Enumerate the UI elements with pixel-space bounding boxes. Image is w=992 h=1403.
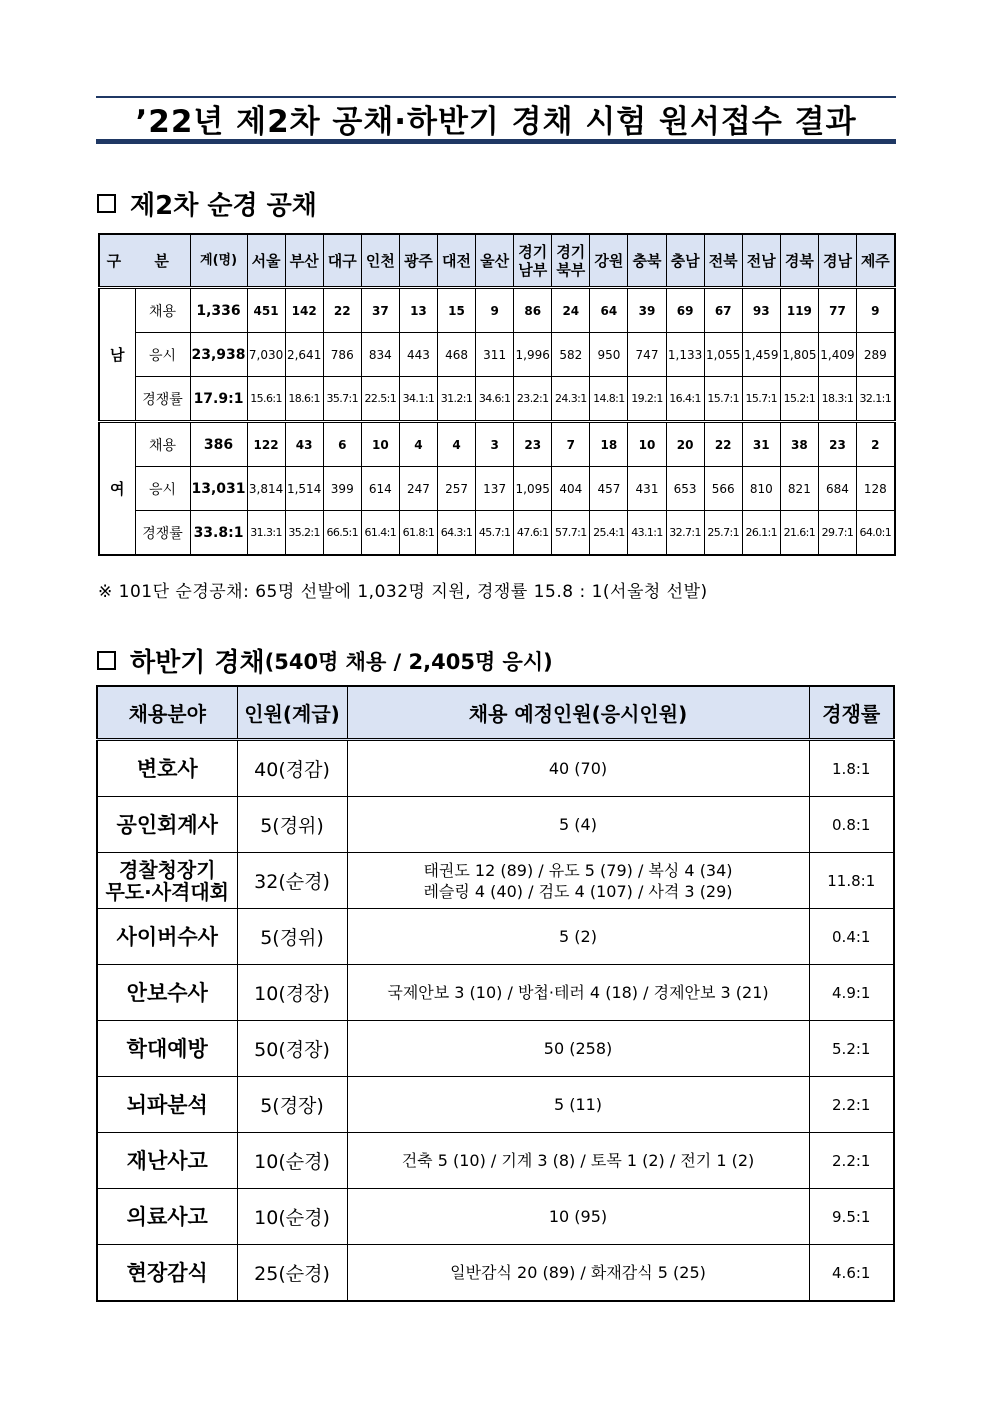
row-total: 33.8:1 <box>190 511 247 556</box>
table-cell: 43.1:1 <box>628 511 666 556</box>
table-cell: 1,514 <box>285 467 323 511</box>
field-name: 재난사고 <box>97 1133 237 1189</box>
row-label: 응시 <box>135 333 190 377</box>
table-cell: 57.7:1 <box>552 511 590 556</box>
planned-personnel <box>347 965 809 1021</box>
table-cell: 34.1:1 <box>399 377 437 422</box>
header-region: 인천 <box>361 234 399 288</box>
table-cell: 137 <box>476 467 514 511</box>
table-cell: 786 <box>323 333 361 377</box>
plan-line: 5 (11) <box>553 1095 603 1114</box>
header-field: 채용분야 <box>97 686 237 740</box>
footnote: ※ 101단 순경공채: 65명 선발에 1,032명 지원, 경쟁률 15.8 : 1(서울청 선발) <box>98 582 708 602</box>
personnel-rank: 32(순경) <box>237 853 347 909</box>
table-cell: 25.4:1 <box>590 511 628 556</box>
row-label: 채용 <box>135 422 190 467</box>
table-cell: 119 <box>780 288 818 333</box>
table-cell: 32.1:1 <box>857 377 895 422</box>
table1-header-row <box>99 234 895 288</box>
personnel-rank: 10(경장) <box>237 965 347 1021</box>
table-cell: 47.6:1 <box>514 511 552 556</box>
header-total: 계(명) <box>190 234 247 288</box>
table-cell: 3,814 <box>247 467 285 511</box>
checkbox-square-icon <box>97 194 116 213</box>
table-cell: 37 <box>361 288 399 333</box>
table-cell: 19.2:1 <box>628 377 666 422</box>
section2-summary: (540명 채용 / 2,405명 응시) <box>264 649 553 674</box>
table-cell: 404 <box>552 467 590 511</box>
row-total: 23,938 <box>190 333 247 377</box>
header-region: 강원 <box>590 234 628 288</box>
table-cell: 3 <box>476 422 514 467</box>
row-total: 13,031 <box>190 467 247 511</box>
competition-rate: 1.8:1 <box>809 740 894 797</box>
plan-line: 태권도 12 (89) / 유도 5 (79) / 복싱 4 (34) <box>423 860 733 880</box>
section1-title: 제2차 순경 공채 <box>130 191 317 221</box>
table-cell: 311 <box>476 333 514 377</box>
table-cell: 61.8:1 <box>399 511 437 556</box>
table-cell: 1,055 <box>704 333 742 377</box>
table-cell: 16.4:1 <box>666 377 704 422</box>
section1-heading <box>97 185 317 222</box>
competition-rate: 9.5:1 <box>809 1189 894 1245</box>
title-bar <box>96 96 896 144</box>
table-cell: 22 <box>704 422 742 467</box>
planned-personnel <box>347 1133 809 1189</box>
header-region: 전북 <box>704 234 742 288</box>
table-cell: 61.4:1 <box>361 511 399 556</box>
table-cell: 24 <box>552 288 590 333</box>
header-region: 충북 <box>628 234 666 288</box>
planned-personnel <box>347 740 809 797</box>
section2-title: 하반기 경채 <box>130 648 265 678</box>
table-cell: 20 <box>666 422 704 467</box>
header-region: 충남 <box>666 234 704 288</box>
table-row <box>99 377 895 422</box>
table-cell: 64.3:1 <box>437 511 475 556</box>
field-name: 학대예방 <box>97 1021 237 1077</box>
personnel-rank: 10(순경) <box>237 1189 347 1245</box>
table-cell: 1,409 <box>818 333 856 377</box>
table-cell: 10 <box>628 422 666 467</box>
table-cell: 431 <box>628 467 666 511</box>
planned-personnel <box>347 1077 809 1133</box>
plan-line: 레슬링 4 (40) / 검도 4 (107) / 사격 3 (29) <box>423 881 733 901</box>
table-cell: 247 <box>399 467 437 511</box>
table-cell: 7 <box>552 422 590 467</box>
header-rate: 경쟁률 <box>809 686 894 740</box>
table-row <box>97 797 894 853</box>
plan-line: 5 (2) <box>559 927 597 946</box>
header-region: 대구 <box>323 234 361 288</box>
table-cell: 24.3:1 <box>552 377 590 422</box>
row-label: 경쟁률 <box>135 511 190 556</box>
table-cell: 32.7:1 <box>666 511 704 556</box>
table-cell: 23.2:1 <box>514 377 552 422</box>
personnel-rank: 50(경장) <box>237 1021 347 1077</box>
planned-personnel <box>347 1021 809 1077</box>
competition-rate: 0.4:1 <box>809 909 894 965</box>
table-cell: 747 <box>628 333 666 377</box>
competition-rate: 2.2:1 <box>809 1077 894 1133</box>
row-total: 17.9:1 <box>190 377 247 422</box>
competition-rate: 4.9:1 <box>809 965 894 1021</box>
table-cell: 31.2:1 <box>437 377 475 422</box>
section2-heading <box>97 642 553 679</box>
field-name: 경찰청장기 무도·사격대회 <box>97 853 237 909</box>
table-row <box>99 511 895 556</box>
table-cell: 15.7:1 <box>704 377 742 422</box>
table-row <box>97 1133 894 1189</box>
planned-personnel <box>347 909 809 965</box>
header-region: 경기 북부 <box>552 234 590 288</box>
table-cell: 23 <box>818 422 856 467</box>
row-label: 응시 <box>135 467 190 511</box>
table-cell: 35.7:1 <box>323 377 361 422</box>
table-row <box>99 288 895 333</box>
competition-rate: 4.6:1 <box>809 1245 894 1302</box>
table-cell: 7,030 <box>247 333 285 377</box>
table-row <box>97 965 894 1021</box>
table-cell: 34.6:1 <box>476 377 514 422</box>
table-row <box>97 1189 894 1245</box>
table-cell: 468 <box>437 333 475 377</box>
table-cell: 4 <box>437 422 475 467</box>
table-cell: 810 <box>742 467 780 511</box>
table-cell: 128 <box>857 467 895 511</box>
planned-personnel <box>347 1189 809 1245</box>
table-cell: 69 <box>666 288 704 333</box>
table-cell: 834 <box>361 333 399 377</box>
row-label: 경쟁률 <box>135 377 190 422</box>
sex-label: 남 <box>99 288 135 422</box>
table-row <box>97 1021 894 1077</box>
plan-line: 일반감식 20 (89) / 화재감식 5 (25) <box>450 1263 706 1282</box>
table-cell: 9 <box>476 288 514 333</box>
personnel-rank: 40(경감) <box>237 740 347 797</box>
field-name: 변호사 <box>97 740 237 797</box>
table-row <box>99 422 895 467</box>
table-cell: 122 <box>247 422 285 467</box>
table-cell: 18.6:1 <box>285 377 323 422</box>
table-cell: 67 <box>704 288 742 333</box>
competition-rate: 5.2:1 <box>809 1021 894 1077</box>
table-cell: 257 <box>437 467 475 511</box>
table-cell: 821 <box>780 467 818 511</box>
header-region: 대전 <box>437 234 475 288</box>
plan-line: 건축 5 (10) / 기계 3 (8) / 토목 1 (2) / 전기 1 (2) <box>401 1151 755 1170</box>
table-cell: 582 <box>552 333 590 377</box>
plan-line: 국제안보 3 (10) / 방첩·테러 4 (18) / 경제안보 3 (21) <box>387 983 769 1002</box>
table-cell: 25.7:1 <box>704 511 742 556</box>
competition-rate: 2.2:1 <box>809 1133 894 1189</box>
table-cell: 6 <box>323 422 361 467</box>
personnel-rank: 5(경위) <box>237 909 347 965</box>
table-cell: 4 <box>399 422 437 467</box>
table-cell: 22.5:1 <box>361 377 399 422</box>
table-row <box>97 1245 894 1302</box>
table-cell: 64 <box>590 288 628 333</box>
field-name: 현장감식 <box>97 1245 237 1302</box>
table-cell: 1,133 <box>666 333 704 377</box>
header-region: 경북 <box>780 234 818 288</box>
checkbox-square-icon <box>97 651 116 670</box>
table-cell: 653 <box>666 467 704 511</box>
planned-personnel <box>347 797 809 853</box>
field-name: 사이버수사 <box>97 909 237 965</box>
page-title: ’22년 제2차 공채·하반기 경채 시험 원서접수 결과 <box>135 104 857 140</box>
personnel-rank: 25(순경) <box>237 1245 347 1302</box>
table-cell: 77 <box>818 288 856 333</box>
header-region: 서울 <box>247 234 285 288</box>
table-cell: 443 <box>399 333 437 377</box>
header-region: 경기 남부 <box>514 234 552 288</box>
table-cell: 66.5:1 <box>323 511 361 556</box>
header-region: 전남 <box>742 234 780 288</box>
header-plan: 채용 예정인원(응시인원) <box>347 686 809 740</box>
table-row <box>97 853 894 909</box>
table-cell: 1,996 <box>514 333 552 377</box>
field-name: 안보수사 <box>97 965 237 1021</box>
table-cell: 15 <box>437 288 475 333</box>
table-cell: 15.6:1 <box>247 377 285 422</box>
table-cell: 31.3:1 <box>247 511 285 556</box>
table-cell: 35.2:1 <box>285 511 323 556</box>
field-name: 공인회계사 <box>97 797 237 853</box>
personnel-rank: 5(경장) <box>237 1077 347 1133</box>
table-cell: 93 <box>742 288 780 333</box>
table-cell: 14.8:1 <box>590 377 628 422</box>
header-region: 제주 <box>857 234 895 288</box>
table-cell: 684 <box>818 467 856 511</box>
personnel-rank: 10(순경) <box>237 1133 347 1189</box>
table-row <box>97 909 894 965</box>
table-cell: 38 <box>780 422 818 467</box>
table-cell: 26.1:1 <box>742 511 780 556</box>
table-cell: 2 <box>857 422 895 467</box>
competition-rate: 11.8:1 <box>809 853 894 909</box>
table-cell: 451 <box>247 288 285 333</box>
table-cell: 1,095 <box>514 467 552 511</box>
table-cell: 21.6:1 <box>780 511 818 556</box>
sex-label: 여 <box>99 422 135 556</box>
plan-line: 50 (258) <box>543 1039 613 1058</box>
table-cell: 399 <box>323 467 361 511</box>
table-cell: 9 <box>857 288 895 333</box>
table-cell: 1,459 <box>742 333 780 377</box>
header-personnel: 인원(계급) <box>237 686 347 740</box>
row-total: 1,336 <box>190 288 247 333</box>
table-row <box>99 333 895 377</box>
table-cell: 950 <box>590 333 628 377</box>
table-cell: 10 <box>361 422 399 467</box>
table-cell: 15.2:1 <box>780 377 818 422</box>
header-region: 광주 <box>399 234 437 288</box>
table2-header-row <box>97 686 894 740</box>
plan-line: 5 (4) <box>559 815 597 834</box>
row-total: 386 <box>190 422 247 467</box>
table-cell: 15.7:1 <box>742 377 780 422</box>
table-cell: 23 <box>514 422 552 467</box>
plan-line: 10 (95) <box>548 1207 608 1226</box>
table-cell: 13 <box>399 288 437 333</box>
table-cell: 142 <box>285 288 323 333</box>
table-cell: 45.7:1 <box>476 511 514 556</box>
table-cell: 86 <box>514 288 552 333</box>
header-region: 경남 <box>818 234 856 288</box>
field-name: 뇌파분석 <box>97 1077 237 1133</box>
table-cell: 566 <box>704 467 742 511</box>
table-cell: 2,641 <box>285 333 323 377</box>
table-cell: 43 <box>285 422 323 467</box>
table-cell: 31 <box>742 422 780 467</box>
table-cell: 1,805 <box>780 333 818 377</box>
plan-line: 40 (70) <box>548 759 608 778</box>
personnel-rank: 5(경위) <box>237 797 347 853</box>
planned-personnel <box>347 1245 809 1302</box>
field-name: 의료사고 <box>97 1189 237 1245</box>
table-cell: 29.7:1 <box>818 511 856 556</box>
planned-personnel <box>347 853 809 909</box>
table-row <box>99 467 895 511</box>
table-cell: 22 <box>323 288 361 333</box>
table-cell: 289 <box>857 333 895 377</box>
table-cell: 64.0:1 <box>857 511 895 556</box>
table-cell: 18.3:1 <box>818 377 856 422</box>
header-category: 구 분 <box>99 234 190 288</box>
table-cell: 18 <box>590 422 628 467</box>
table-row <box>97 740 894 797</box>
header-region: 부산 <box>285 234 323 288</box>
public-recruitment-table <box>98 233 896 556</box>
competition-rate: 0.8:1 <box>809 797 894 853</box>
header-region: 울산 <box>476 234 514 288</box>
table-cell: 39 <box>628 288 666 333</box>
table-row <box>97 1077 894 1133</box>
career-recruitment-table <box>96 685 895 1302</box>
row-label: 채용 <box>135 288 190 333</box>
table-cell: 457 <box>590 467 628 511</box>
table-cell: 614 <box>361 467 399 511</box>
